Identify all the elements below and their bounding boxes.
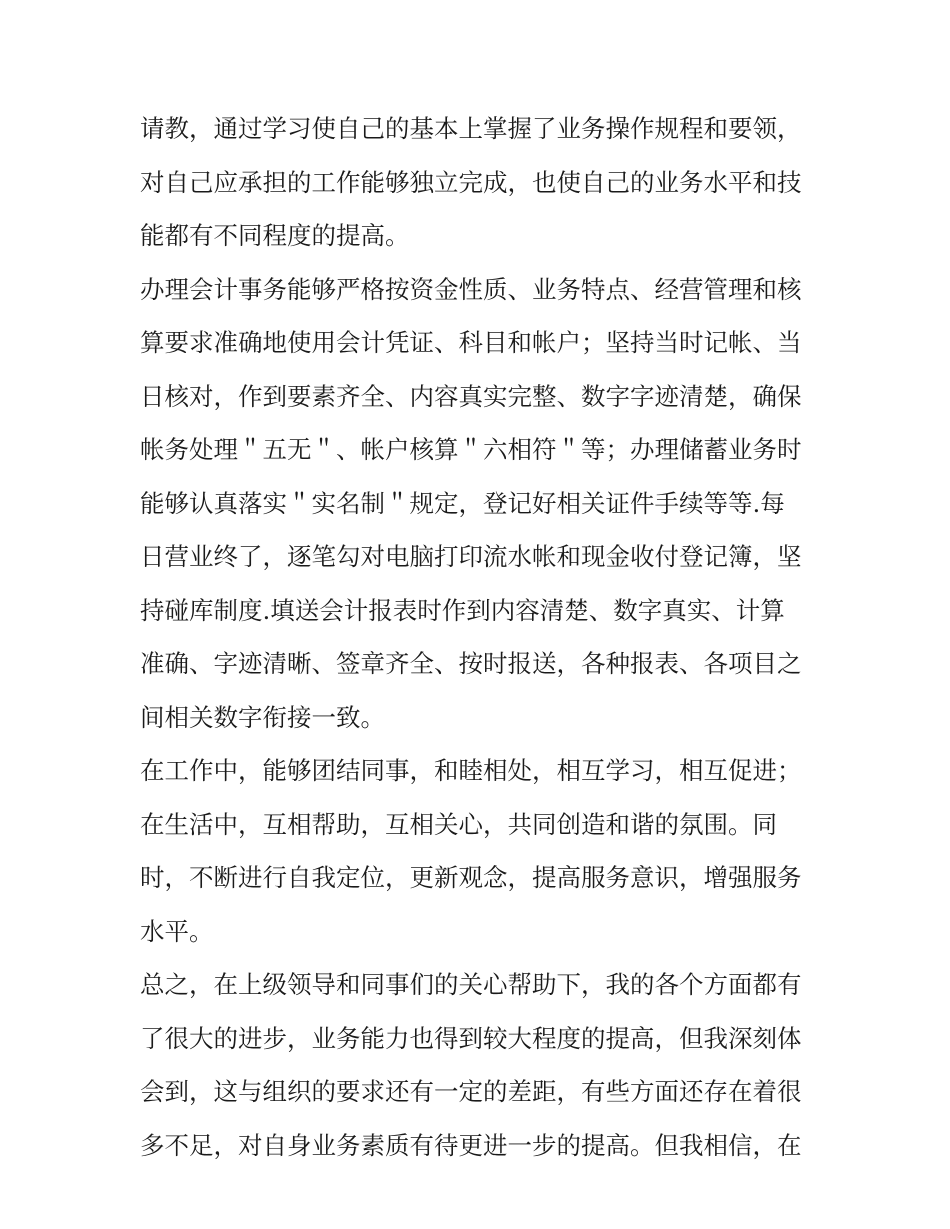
text-line: 间相关数字衔接一致。 [140, 702, 385, 732]
text-line: 多不足，对自身业务素质有待更进一步的提高。但我相信，在 [140, 1130, 802, 1160]
body-text [140, 102, 830, 1172]
text-line: 时，不断进行自我定位，更新观念，提高服务意识，增强服务 [140, 863, 802, 892]
text-line: 准确、字迹清晰、签章齐全、按时报送，各种报表、各项目之 [140, 649, 802, 678]
text-line: 请教，通过学习使自己的基本上掌握了业务操作规程和要领， [140, 114, 802, 143]
text-line: 了很大的进步，业务能力也得到较大程度的提高，但我深刻体 [140, 1023, 802, 1053]
text-line: 办理会计事务能够严格按资金性质、业务特点、经营管理和核 [140, 274, 802, 304]
text-line: 持碰库制度.填送会计报表时作到内容清楚、数字真实、计算 [140, 595, 785, 625]
text-line: 会到，这与组织的要求还有一定的差距，有些方面还存在着很 [140, 1077, 802, 1106]
text-line: 日营业终了，逐笔勾对电脑打印流水帐和现金收付登记簿，坚 [140, 542, 802, 571]
text-line: 在工作中，能够团结同事，和睦相处，相互学习，相互促进； [140, 756, 802, 785]
text-line: 在生活中，互相帮助，互相关心，共同创造和谐的氛围。同 [140, 809, 777, 839]
text-line: 帐务处理＂五无＂、帐户核算＂六相符＂等；办理储蓄业务时 [140, 435, 802, 464]
text-line: 日核对，作到要素齐全、内容真实完整、数字字迹清楚，确保 [140, 381, 802, 411]
text-line: 总之，在上级领导和同事们的关心帮助下，我的各个方面都有 [140, 970, 802, 999]
text-line: 水平。 [140, 916, 214, 946]
text-line: 对自己应承担的工作能够独立完成，也使自己的业务水平和技 [140, 167, 802, 197]
text-line: 算要求准确地使用会计凭证、科目和帐户；坚持当时记帐、当 [140, 328, 802, 357]
text-line: 能都有不同程度的提高。 [140, 221, 410, 250]
text-line: 能够认真落实＂实名制＂规定，登记好相关证件手续等等.每 [140, 488, 785, 518]
